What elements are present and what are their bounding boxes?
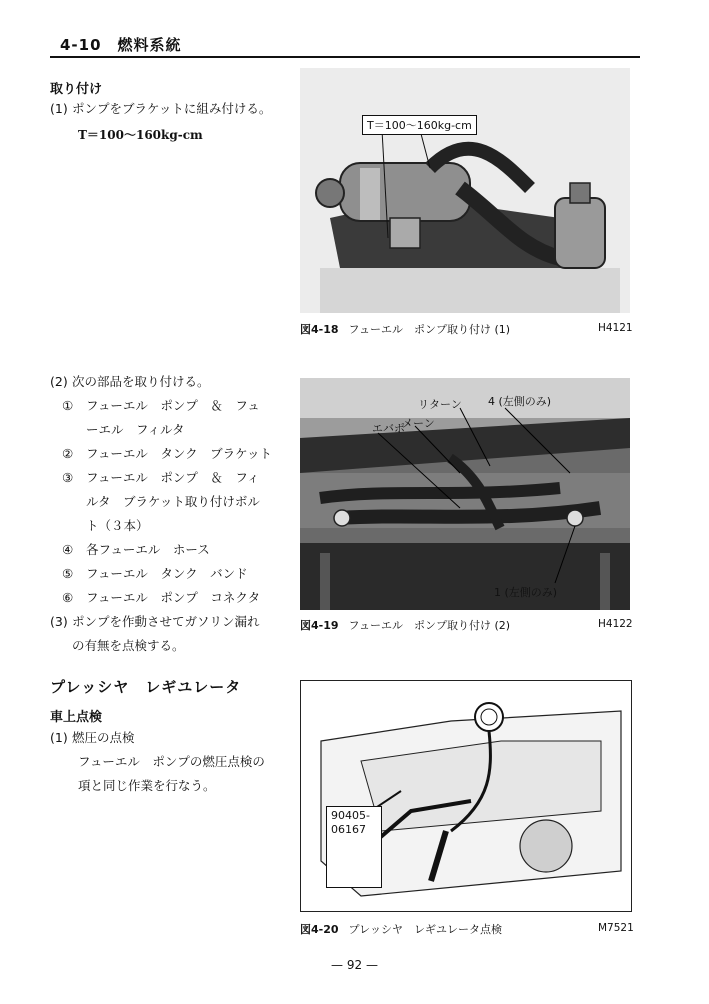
page-number: — 92 —	[331, 958, 378, 972]
part-num: ①	[62, 398, 74, 413]
install-step2-num: (2)	[50, 374, 68, 389]
figure-caption-text: プレッシヤ レギユレータ点検	[348, 923, 502, 936]
page-header-title: 4-10 燃料系統	[60, 36, 182, 54]
figure-4-19-callout: リターン	[418, 398, 462, 411]
install-step1-num: (1)	[50, 101, 68, 116]
figure-4-19-photo	[300, 378, 630, 610]
part-number-line: 06167	[331, 823, 366, 836]
part-num: ③	[62, 470, 74, 485]
figure-4-19-callout: メーン	[402, 417, 435, 430]
figure-label: 図4-20	[300, 923, 339, 936]
figure-4-18-caption	[300, 321, 510, 337]
figure-4-20-caption	[300, 921, 502, 937]
part-text: フューエル タンク ブラケット	[86, 446, 273, 461]
figure-4-19-callout: エバポ	[372, 422, 405, 435]
install-step1-text: ポンプをブラケットに組み付ける。	[72, 101, 272, 116]
install-step3-num: (3)	[50, 614, 68, 629]
figure-4-18-photo	[300, 68, 630, 313]
install-step2-text: 次の部品を取り付ける。	[72, 374, 210, 389]
part-text: ーエル フィルタ	[86, 422, 185, 437]
install-step3-text: ポンプを作動させてガソリン漏れ	[72, 614, 260, 629]
part-num: ⑤	[62, 566, 74, 581]
header-rule	[50, 56, 640, 58]
part-text: フューエル ポンプ ＆ フィ	[86, 470, 260, 485]
regulator-body: 項と同じ作業を行なう。	[78, 778, 216, 793]
part-text: 各フューエル ホース	[86, 542, 210, 557]
part-num: ④	[62, 542, 74, 557]
figure-4-19-callout: 4 (左側のみ)	[488, 395, 552, 408]
part-text: フューエル タンク バンド	[86, 566, 248, 581]
part-text: フューエル ポンプ ＆ フュ	[86, 398, 260, 413]
part-number-line: 90405-	[331, 809, 370, 822]
regulator-body: フューエル ポンプの燃圧点検の	[78, 754, 265, 769]
regulator-step1-num: (1)	[50, 730, 68, 745]
install-heading: 取り付け	[50, 82, 103, 97]
regulator-title: プレッシヤ レギユレータ	[50, 678, 242, 696]
figure-label: 図4-18	[300, 323, 339, 336]
part-num: ⑥	[62, 590, 74, 605]
part-number-box	[326, 806, 382, 888]
part-text: フューエル ポンプ コネクタ	[86, 590, 261, 605]
regulator-subheading: 車上点検	[50, 710, 103, 725]
figure-4-18-code: H4121	[598, 322, 633, 334]
part-text: ルタ ブラケット取り付けボル	[86, 494, 260, 509]
figure-caption-text: フューエル ポンプ取り付け (1)	[348, 323, 511, 336]
part-num: ②	[62, 446, 74, 461]
figure-4-19-caption	[300, 617, 510, 633]
torque-spec: T＝100〜160kg-cm	[78, 128, 203, 142]
regulator-step1-text: 燃圧の点検	[72, 730, 135, 745]
figure-4-20-code: M7521	[598, 922, 634, 934]
figure-4-18-callout: T＝100〜160kg-cm	[362, 115, 477, 135]
figure-caption-text: フューエル ポンプ取り付け (2)	[348, 619, 511, 632]
figure-label: 図4-19	[300, 619, 339, 632]
figure-4-19-callout: 1 (左側のみ)	[494, 586, 558, 599]
install-step3-text: の有無を点検する。	[72, 638, 185, 653]
part-text: ト（３本）	[86, 518, 149, 533]
figure-4-19-code: H4122	[598, 618, 633, 630]
